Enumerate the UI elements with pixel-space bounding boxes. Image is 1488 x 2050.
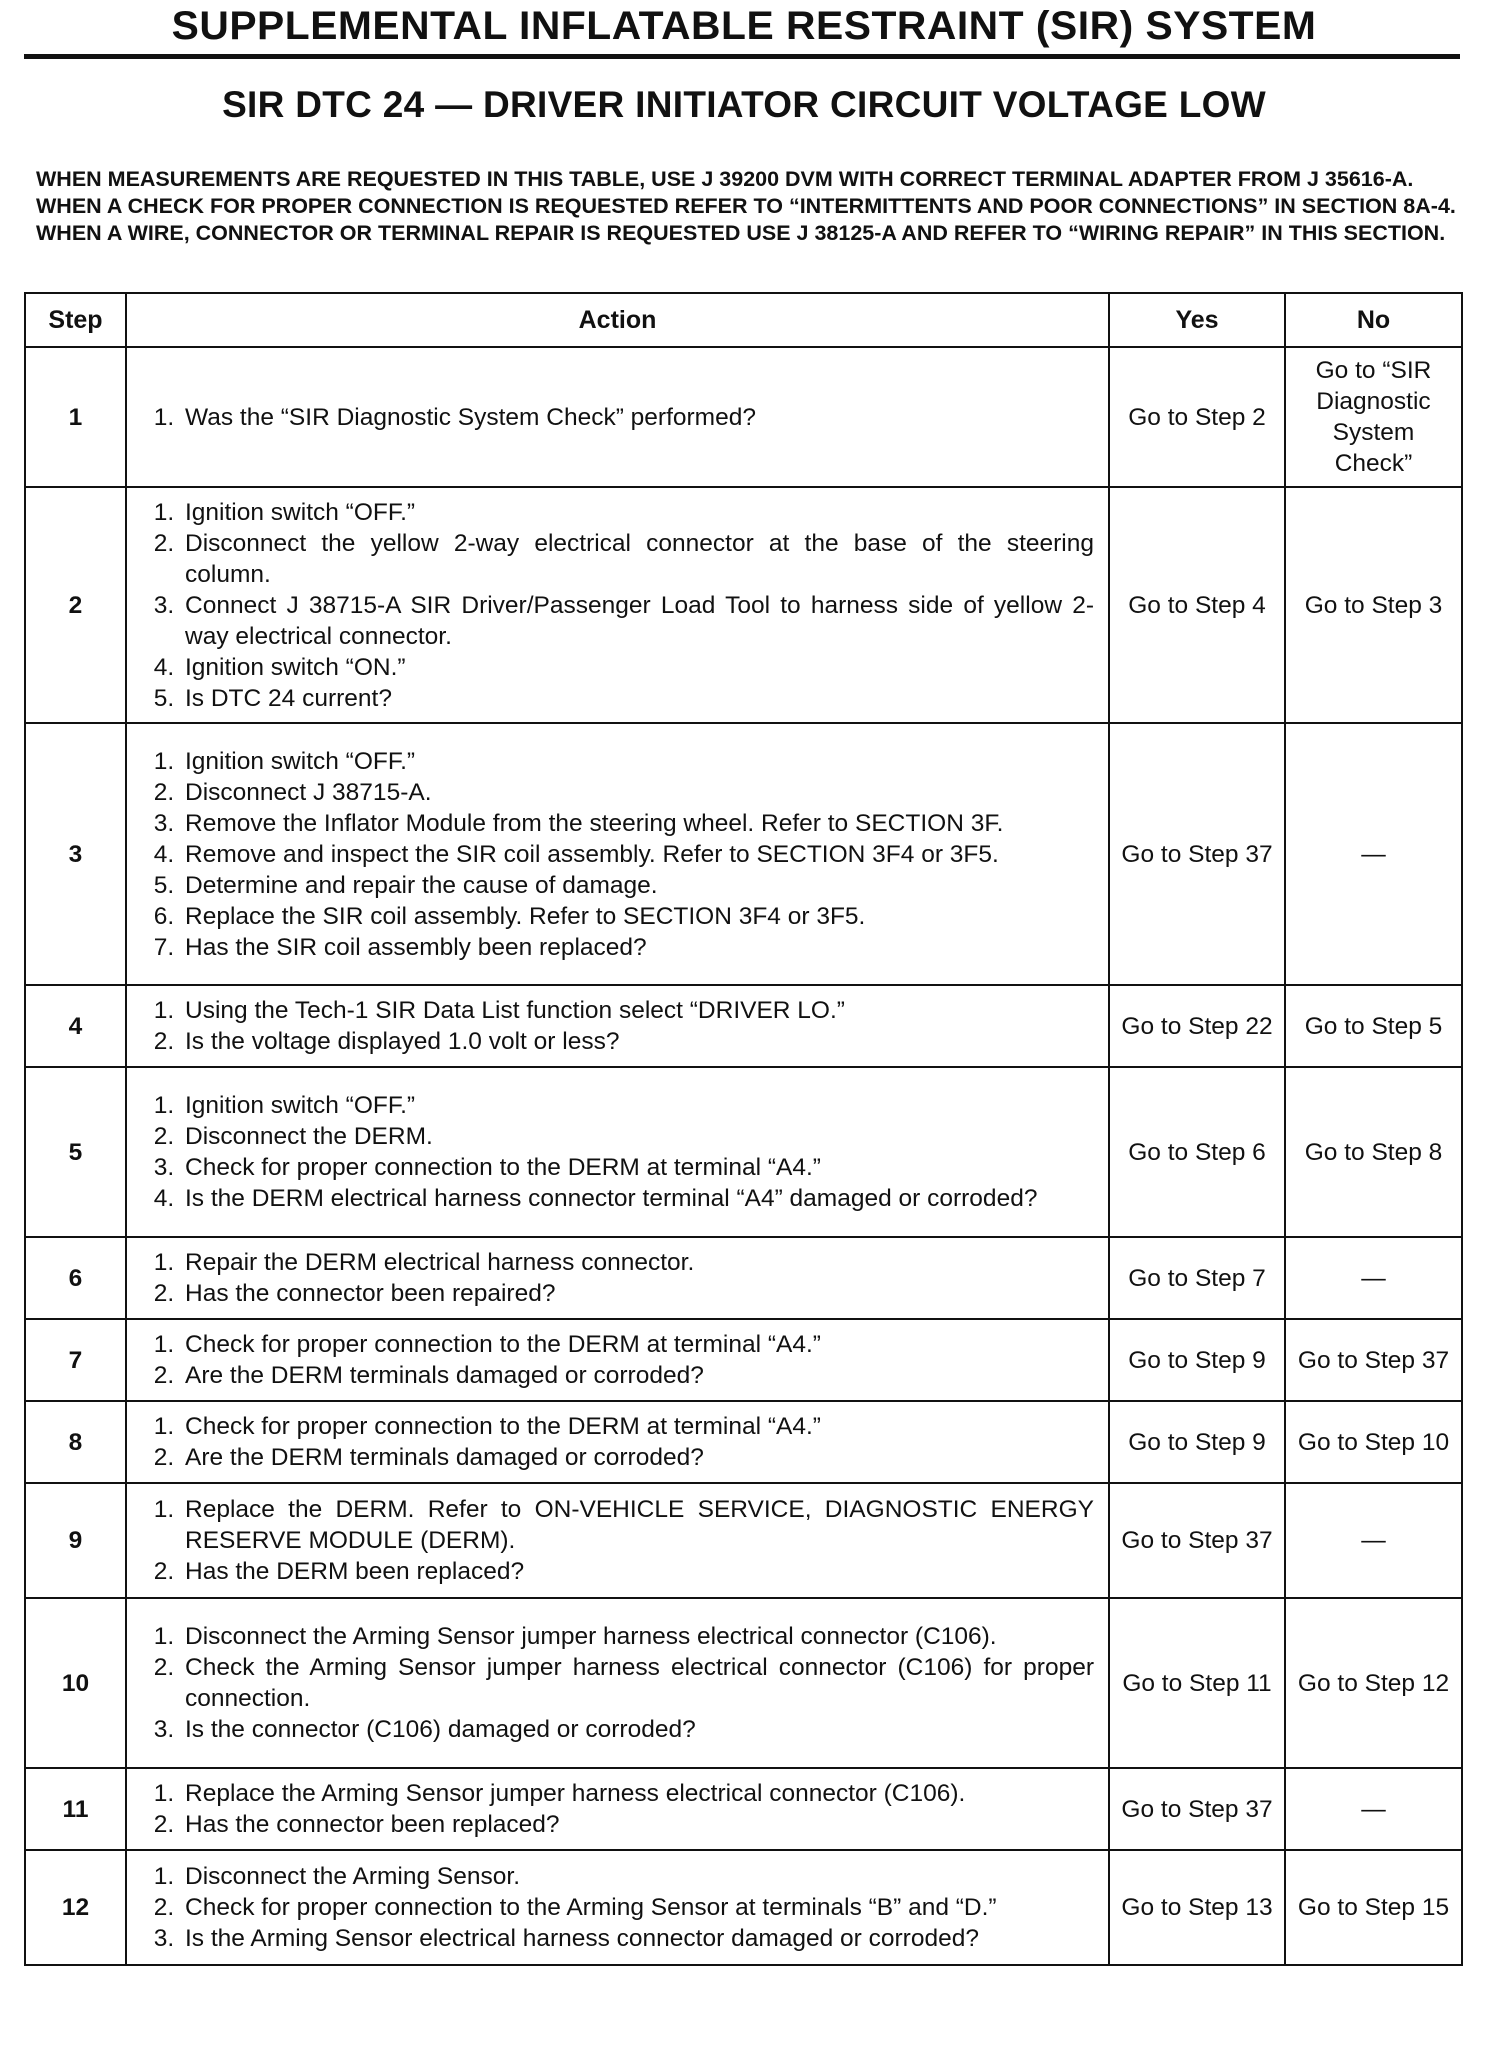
action-item: 1. Repair the DERM electrical harness connector. (181, 1247, 1094, 1278)
action-cell (126, 1067, 1109, 1237)
action-cell (126, 985, 1109, 1067)
header-no: No (1285, 293, 1462, 347)
action-item: 2. Check the Arming Sensor jumper harness electrical connector (C106) for proper connection. (181, 1652, 1094, 1714)
intro-paragraph: WHEN MEASUREMENTS ARE REQUESTED IN THIS TABLE, USE J 39200 DVM WITH CORRECT TERMINAL ADAPTER FROM J 35616-A. WHEN A CHECK FOR PROPER CONNECTION IS REQUESTED REFER TO “INTERMITTENTS AND POOR CONNECTIONS” IN SECTION 8A-4. WHEN A WIRE, CONNECTOR OR TERMINAL REPAIR IS REQUESTED USE J 38125-A AND REFER TO “WIRING REPAIR” IN THIS SECTION. (36, 167, 1456, 245)
action-item: 3. Is the connector (C106) damaged or corroded? (181, 1714, 1094, 1745)
no-result: Go to Step 15 (1285, 1850, 1462, 1965)
action-item: 1. Ignition switch “OFF.” (181, 1090, 1094, 1121)
step-number: 12 (25, 1850, 126, 1965)
no-result: Go to Step 10 (1285, 1401, 1462, 1483)
action-item: 1. Disconnect the Arming Sensor jumper harness electrical connector (C106). (181, 1621, 1094, 1652)
table-row (25, 985, 1462, 1067)
action-cell (126, 1483, 1109, 1598)
action-cell (126, 1401, 1109, 1483)
action-cell (126, 1598, 1109, 1768)
yes-result: Go to Step 37 (1109, 723, 1285, 985)
yes-result: Go to Step 22 (1109, 985, 1285, 1067)
step-number: 7 (25, 1319, 126, 1401)
action-item: 1. Was the “SIR Diagnostic System Check” performed? (181, 402, 1094, 433)
table-row (25, 487, 1462, 723)
table-row (25, 1319, 1462, 1401)
action-list (135, 497, 1094, 714)
action-item: 1. Replace the Arming Sensor jumper harness electrical connector (C106). (181, 1778, 1094, 1809)
action-item: 2. Are the DERM terminals damaged or corroded? (181, 1442, 1094, 1473)
yes-result: Go to Step 37 (1109, 1768, 1285, 1850)
no-result: Go to Step 3 (1285, 487, 1462, 723)
action-item: 2. Has the connector been repaired? (181, 1278, 1094, 1309)
table-row (25, 347, 1462, 487)
action-cell (126, 1768, 1109, 1850)
action-item: 5. Is DTC 24 current? (181, 683, 1094, 714)
action-list (135, 1247, 1094, 1309)
no-result: Go to Step 12 (1285, 1598, 1462, 1768)
action-cell (126, 347, 1109, 487)
action-item: 2. Are the DERM terminals damaged or corroded? (181, 1360, 1094, 1391)
action-cell (126, 487, 1109, 723)
yes-result: Go to Step 2 (1109, 347, 1285, 487)
table-row (25, 1401, 1462, 1483)
header-step: Step (25, 293, 126, 347)
action-item: 2. Disconnect the yellow 2-way electrical connector at the base of the steering column. (181, 528, 1094, 590)
step-number: 3 (25, 723, 126, 985)
yes-result: Go to Step 4 (1109, 487, 1285, 723)
step-number: 9 (25, 1483, 126, 1598)
action-list (135, 995, 1094, 1057)
action-item: 6. Replace the SIR coil assembly. Refer to SECTION 3F4 or 3F5. (181, 901, 1094, 932)
yes-result: Go to Step 9 (1109, 1319, 1285, 1401)
action-item: 3. Check for proper connection to the DERM at terminal “A4.” (181, 1152, 1094, 1183)
action-item: 1. Ignition switch “OFF.” (181, 497, 1094, 528)
action-item: 1. Check for proper connection to the DERM at terminal “A4.” (181, 1411, 1094, 1442)
action-item: 1. Using the Tech-1 SIR Data List function select “DRIVER LO.” (181, 995, 1094, 1026)
step-number: 6 (25, 1237, 126, 1319)
no-result: Go to Step 8 (1285, 1067, 1462, 1237)
action-list (135, 1411, 1094, 1473)
action-item: 3. Remove the Inflator Module from the steering wheel. Refer to SECTION 3F. (181, 808, 1094, 839)
yes-result: Go to Step 9 (1109, 1401, 1285, 1483)
no-result: — (1285, 723, 1462, 985)
step-number: 5 (25, 1067, 126, 1237)
no-result: — (1285, 1237, 1462, 1319)
table-row (25, 1483, 1462, 1598)
action-list (135, 1494, 1094, 1587)
no-result: Go to Step 37 (1285, 1319, 1462, 1401)
page-title: SIR DTC 24 — DRIVER INITIATOR CIRCUIT VOLTAGE LOW (222, 84, 1266, 125)
yes-result: Go to Step 13 (1109, 1850, 1285, 1965)
diagnostic-table (24, 292, 1463, 1966)
action-item: 1. Disconnect the Arming Sensor. (181, 1861, 1094, 1892)
action-item: 1. Ignition switch “OFF.” (181, 746, 1094, 777)
step-number: 11 (25, 1768, 126, 1850)
action-cell (126, 723, 1109, 985)
action-item: 3. Is the Arming Sensor electrical harness connector damaged or corroded? (181, 1923, 1094, 1954)
action-list (135, 1621, 1094, 1745)
action-item: 5. Determine and repair the cause of damage. (181, 870, 1094, 901)
action-item: 4. Remove and inspect the SIR coil assembly. Refer to SECTION 3F4 or 3F5. (181, 839, 1094, 870)
action-list (135, 1861, 1094, 1954)
yes-result: Go to Step 11 (1109, 1598, 1285, 1768)
table-row (25, 723, 1462, 985)
action-list (135, 402, 1094, 433)
no-result: — (1285, 1483, 1462, 1598)
step-number: 2 (25, 487, 126, 723)
yes-result: Go to Step 37 (1109, 1483, 1285, 1598)
section-title: SUPPLEMENTAL INFLATABLE RESTRAINT (SIR) SYSTEM (171, 4, 1317, 48)
action-item: 2. Disconnect J 38715-A. (181, 777, 1094, 808)
action-item: 4. Is the DERM electrical harness connector terminal “A4” damaged or corroded? (181, 1183, 1094, 1214)
step-number: 10 (25, 1598, 126, 1768)
step-number: 4 (25, 985, 126, 1067)
step-number: 8 (25, 1401, 126, 1483)
table-body (25, 347, 1462, 1965)
no-result: Go to Step 5 (1285, 985, 1462, 1067)
title-rule (24, 54, 1460, 59)
action-list (135, 1778, 1094, 1840)
yes-result: Go to Step 6 (1109, 1067, 1285, 1237)
action-item: 7. Has the SIR coil assembly been replaced? (181, 932, 1094, 963)
action-cell (126, 1237, 1109, 1319)
action-item: 2. Check for proper connection to the Arming Sensor at terminals “B” and “D.” (181, 1892, 1094, 1923)
action-item: 2. Has the DERM been replaced? (181, 1556, 1094, 1587)
action-item: 1. Check for proper connection to the DERM at terminal “A4.” (181, 1329, 1094, 1360)
step-number: 1 (25, 347, 126, 487)
table-row (25, 1067, 1462, 1237)
action-cell (126, 1850, 1109, 1965)
action-list (135, 1090, 1094, 1214)
header-yes: Yes (1109, 293, 1285, 347)
action-item: 2. Has the connector been replaced? (181, 1809, 1094, 1840)
no-result: — (1285, 1768, 1462, 1850)
yes-result: Go to Step 7 (1109, 1237, 1285, 1319)
action-cell (126, 1319, 1109, 1401)
action-item: 4. Ignition switch “ON.” (181, 652, 1094, 683)
table-row (25, 1237, 1462, 1319)
table-header-row (25, 293, 1462, 347)
table-row (25, 1768, 1462, 1850)
action-item: 2. Disconnect the DERM. (181, 1121, 1094, 1152)
table-row (25, 1850, 1462, 1965)
action-item: 1. Replace the DERM. Refer to ON-VEHICLE SERVICE, DIAGNOSTIC ENERGY RESERVE MODULE (DERM). (181, 1494, 1094, 1556)
action-item: 3. Connect J 38715-A SIR Driver/Passenger Load Tool to harness side of yellow 2-way electrical connector. (181, 590, 1094, 652)
action-list (135, 1329, 1094, 1391)
header-action: Action (126, 293, 1109, 347)
action-list (135, 746, 1094, 963)
no-result: Go to “SIR Diagnostic System Check” (1285, 347, 1462, 487)
table-row (25, 1598, 1462, 1768)
action-item: 2. Is the voltage displayed 1.0 volt or less? (181, 1026, 1094, 1057)
page-header (24, 0, 1464, 245)
